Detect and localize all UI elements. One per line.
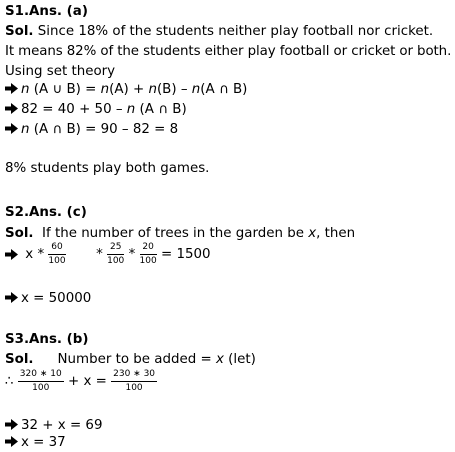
s1-line2: It means 82% of the students either play football or cricket or both. bbox=[5, 44, 452, 59]
fraction-20-100: $\frac{20}{100}$ bbox=[139, 242, 157, 266]
fraction-60-100: $\frac{60}{100}$ bbox=[48, 242, 66, 266]
s3-eq3: x = 37 bbox=[5, 434, 66, 451]
s1-conclusion: 8% students play both games. bbox=[5, 161, 210, 176]
s1-sol-line bbox=[5, 23, 433, 40]
s1-eq3: n (A ∩ B) = 90 – 82 = 8 bbox=[5, 121, 178, 138]
s1-eq1: n (A ∪ B) = n(A) + n(B) – n(A ∩ B) bbox=[5, 81, 247, 98]
right-arrow-icon bbox=[5, 82, 19, 95]
s1-heading: S1.Ans. (a) bbox=[5, 4, 88, 19]
right-arrow-icon bbox=[5, 122, 19, 135]
s2-sol-label: Sol. bbox=[5, 226, 34, 241]
therefore-symbol: ∴ bbox=[5, 374, 14, 389]
s3-sol-label: Sol. bbox=[5, 352, 34, 367]
fraction-25-100: $\frac{25}{100}$ bbox=[107, 242, 125, 266]
s1-line3: Using set theory bbox=[5, 64, 116, 79]
right-arrow-icon bbox=[5, 435, 19, 448]
fraction-320x10-100: $\frac{320 ∗ 10}{100}$ bbox=[19, 369, 62, 393]
s3-eq2: 32 + x = 69 bbox=[5, 417, 102, 434]
s3-sol-line: Sol. Number to be added = x (let) bbox=[5, 352, 256, 367]
s2-sol-line: Sol. If the number of trees in the garden be x, then bbox=[5, 226, 356, 241]
right-arrow-icon bbox=[5, 291, 19, 304]
right-arrow-icon bbox=[5, 248, 19, 261]
s1-line1: Since 18% of the students neither play football nor cricket. bbox=[37, 24, 434, 39]
right-arrow-icon bbox=[5, 102, 19, 115]
right-arrow-icon bbox=[5, 418, 19, 431]
s1-sol-label: Sol. bbox=[5, 24, 34, 39]
s3-eq1: ∴ $\frac{320 ∗ 10}{100}$ + x = $\frac{230 ∗ 30}{100}$ bbox=[5, 369, 156, 393]
fraction-230x30-100: $\frac{230 ∗ 30}{100}$ bbox=[113, 369, 156, 393]
s2-heading: S2.Ans. (c) bbox=[5, 205, 87, 220]
s2-eq1: x * $\frac{60}{100}$ * $\frac{25}{100}$ * $\frac{20}{100}$ = 1500 bbox=[5, 242, 211, 267]
s3-heading: S3.Ans. (b) bbox=[5, 332, 89, 347]
s1-eq2: 82 = 40 + 50 – n (A ∩ B) bbox=[5, 101, 187, 118]
s2-eq2: x = 50000 bbox=[5, 290, 91, 307]
